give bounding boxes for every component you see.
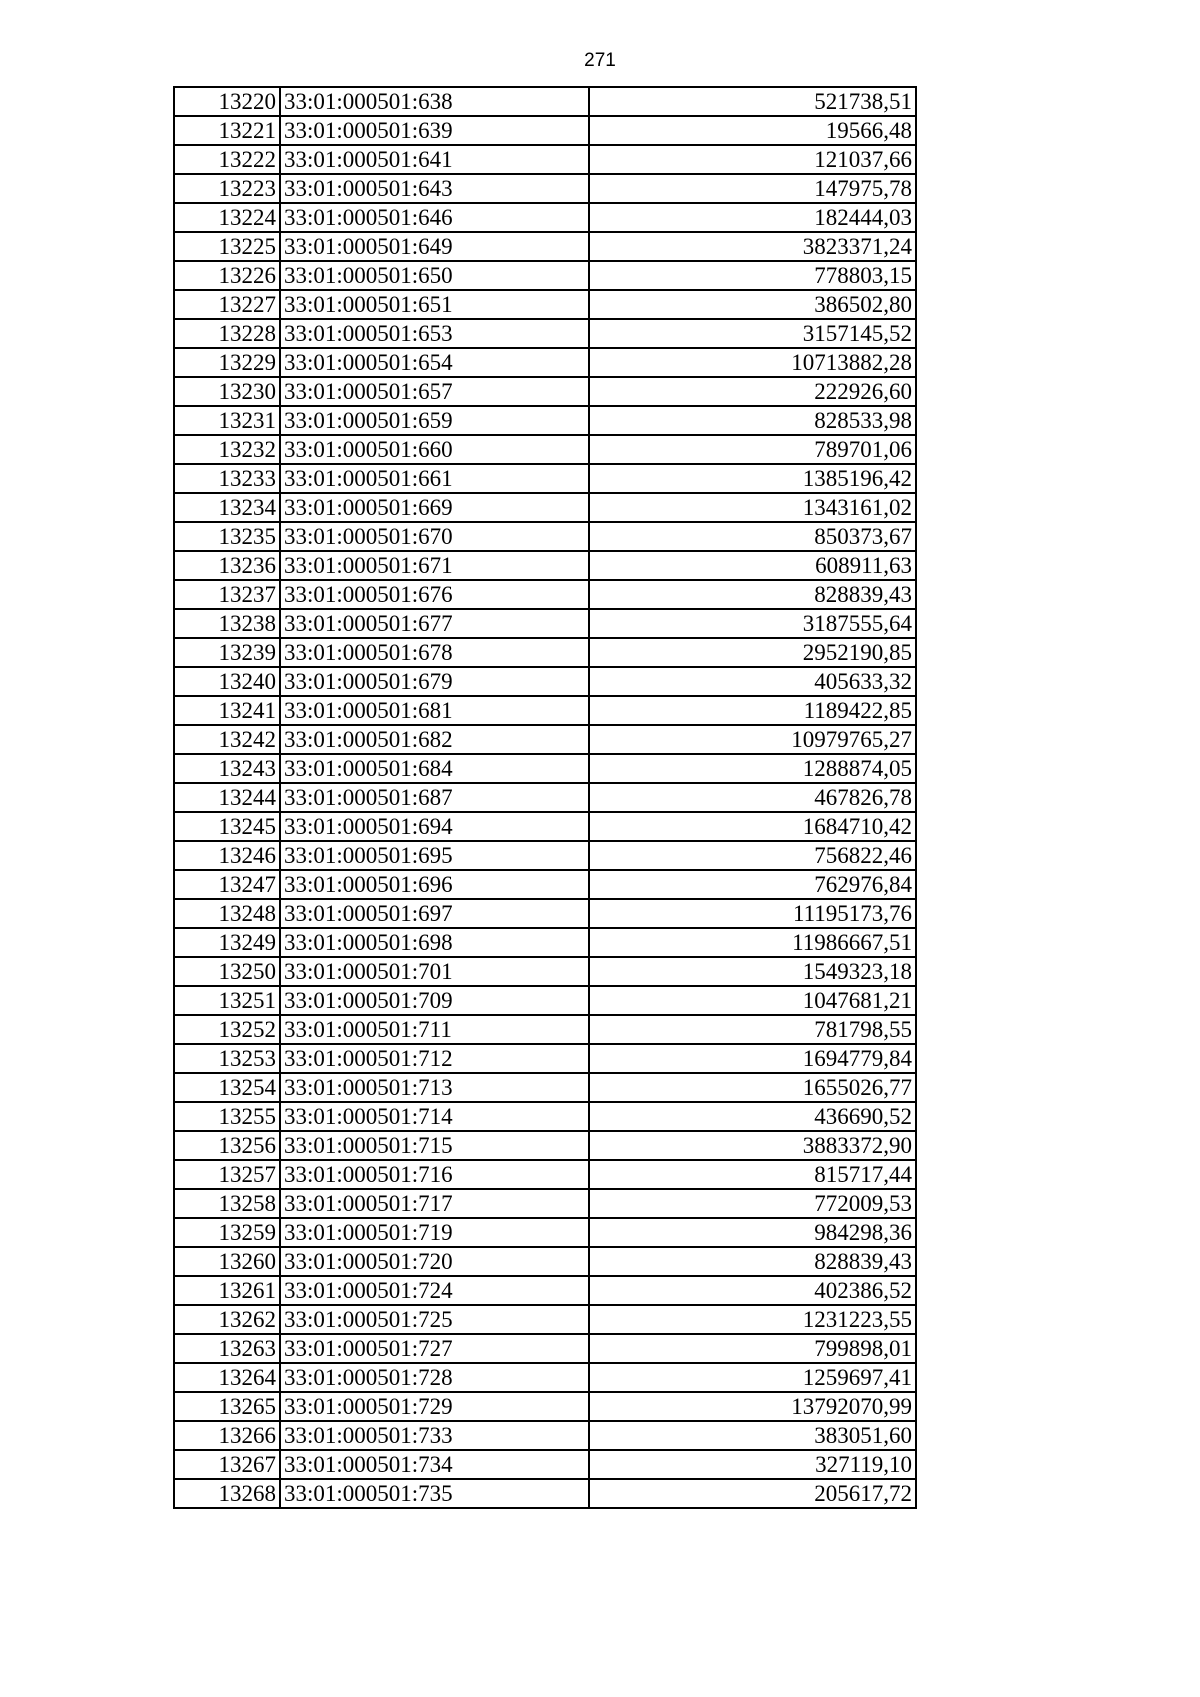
cadastral-value-cell: 383051,60	[589, 1421, 916, 1450]
cadastral-number-cell: 33:01:000501:697	[280, 899, 589, 928]
row-number-cell: 13243	[174, 754, 280, 783]
cadastral-value-cell: 386502,80	[589, 290, 916, 319]
table-row	[174, 551, 916, 580]
row-number-cell: 13241	[174, 696, 280, 725]
table-row	[174, 812, 916, 841]
cadastral-number-cell: 33:01:000501:657	[280, 377, 589, 406]
table-row	[174, 319, 916, 348]
cadastral-value-cell: 405633,32	[589, 667, 916, 696]
row-number-cell: 13253	[174, 1044, 280, 1073]
cadastral-value-cell: 2952190,85	[589, 638, 916, 667]
cadastral-number-cell: 33:01:000501:715	[280, 1131, 589, 1160]
cadastral-number-cell: 33:01:000501:669	[280, 493, 589, 522]
cadastral-value-cell: 1047681,21	[589, 986, 916, 1015]
cadastral-number-cell: 33:01:000501:641	[280, 145, 589, 174]
row-number-cell: 13256	[174, 1131, 280, 1160]
table-row	[174, 1102, 916, 1131]
table-row	[174, 377, 916, 406]
page-number: 271	[584, 50, 616, 71]
row-number-cell: 13265	[174, 1392, 280, 1421]
cadastral-value-cell: 781798,55	[589, 1015, 916, 1044]
cadastral-value-cell: 11195173,76	[589, 899, 916, 928]
cadastral-number-cell: 33:01:000501:661	[280, 464, 589, 493]
cadastral-value-cell: 1694779,84	[589, 1044, 916, 1073]
table-row	[174, 1189, 916, 1218]
cadastral-number-cell: 33:01:000501:696	[280, 870, 589, 899]
row-number-cell: 13239	[174, 638, 280, 667]
table-row	[174, 1276, 916, 1305]
cadastral-value-cell: 850373,67	[589, 522, 916, 551]
cadastral-value-cell: 984298,36	[589, 1218, 916, 1247]
row-number-cell: 13220	[174, 87, 280, 116]
cadastral-number-cell: 33:01:000501:682	[280, 725, 589, 754]
cadastral-number-cell: 33:01:000501:679	[280, 667, 589, 696]
cadastral-number-cell: 33:01:000501:733	[280, 1421, 589, 1450]
cadastral-value-cell: 13792070,99	[589, 1392, 916, 1421]
cadastral-number-cell: 33:01:000501:649	[280, 232, 589, 261]
table-row	[174, 203, 916, 232]
table-row	[174, 261, 916, 290]
table-row	[174, 870, 916, 899]
table-row	[174, 1044, 916, 1073]
cadastral-number-cell: 33:01:000501:638	[280, 87, 589, 116]
table-row	[174, 580, 916, 609]
table-row	[174, 493, 916, 522]
cadastral-number-cell: 33:01:000501:720	[280, 1247, 589, 1276]
cadastral-number-cell: 33:01:000501:653	[280, 319, 589, 348]
cadastral-value-cell: 11986667,51	[589, 928, 916, 957]
cadastral-value-cell: 3823371,24	[589, 232, 916, 261]
cadastral-number-cell: 33:01:000501:670	[280, 522, 589, 551]
table-row	[174, 1392, 916, 1421]
table-row	[174, 1131, 916, 1160]
table-row	[174, 145, 916, 174]
row-number-cell: 13224	[174, 203, 280, 232]
cadastral-number-cell: 33:01:000501:734	[280, 1450, 589, 1479]
row-number-cell: 13252	[174, 1015, 280, 1044]
cadastral-number-cell: 33:01:000501:654	[280, 348, 589, 377]
cadastral-value-cell: 3157145,52	[589, 319, 916, 348]
cadastral-value-cell: 10713882,28	[589, 348, 916, 377]
row-number-cell: 13245	[174, 812, 280, 841]
cadastral-value-cell: 205617,72	[589, 1479, 916, 1508]
cadastral-number-cell: 33:01:000501:724	[280, 1276, 589, 1305]
cadastral-value-cell: 327119,10	[589, 1450, 916, 1479]
cadastral-value-cell: 402386,52	[589, 1276, 916, 1305]
cadastral-number-cell: 33:01:000501:712	[280, 1044, 589, 1073]
table-row	[174, 725, 916, 754]
table-row	[174, 522, 916, 551]
cadastral-value-cell: 815717,44	[589, 1160, 916, 1189]
table-row	[174, 1073, 916, 1102]
row-number-cell: 13246	[174, 841, 280, 870]
table-row	[174, 1160, 916, 1189]
cadastral-number-cell: 33:01:000501:694	[280, 812, 589, 841]
cadastral-value-cell: 467826,78	[589, 783, 916, 812]
cadastral-value-cell: 182444,03	[589, 203, 916, 232]
row-number-cell: 13221	[174, 116, 280, 145]
row-number-cell: 13260	[174, 1247, 280, 1276]
table-row	[174, 1450, 916, 1479]
cadastral-value-cell: 1684710,42	[589, 812, 916, 841]
cadastral-number-cell: 33:01:000501:716	[280, 1160, 589, 1189]
row-number-cell: 13251	[174, 986, 280, 1015]
row-number-cell: 13230	[174, 377, 280, 406]
cadastral-number-cell: 33:01:000501:728	[280, 1363, 589, 1392]
cadastral-value-cell: 19566,48	[589, 116, 916, 145]
cadastral-number-cell: 33:01:000501:711	[280, 1015, 589, 1044]
cadastral-number-cell: 33:01:000501:735	[280, 1479, 589, 1508]
cadastral-value-cell: 10979765,27	[589, 725, 916, 754]
cadastral-value-cell: 828533,98	[589, 406, 916, 435]
table-row	[174, 841, 916, 870]
row-number-cell: 13263	[174, 1334, 280, 1363]
cadastral-value-cell: 789701,06	[589, 435, 916, 464]
table-row	[174, 638, 916, 667]
cadastral-value-cell: 799898,01	[589, 1334, 916, 1363]
cadastral-value-cell: 521738,51	[589, 87, 916, 116]
cadastral-number-cell: 33:01:000501:727	[280, 1334, 589, 1363]
cadastral-number-cell: 33:01:000501:678	[280, 638, 589, 667]
cadastral-number-cell: 33:01:000501:698	[280, 928, 589, 957]
cadastral-number-cell: 33:01:000501:719	[280, 1218, 589, 1247]
row-number-cell: 13242	[174, 725, 280, 754]
row-number-cell: 13222	[174, 145, 280, 174]
row-number-cell: 13261	[174, 1276, 280, 1305]
row-number-cell: 13228	[174, 319, 280, 348]
cadastral-value-cell: 121037,66	[589, 145, 916, 174]
cadastral-value-cell: 762976,84	[589, 870, 916, 899]
row-number-cell: 13223	[174, 174, 280, 203]
table-row	[174, 1015, 916, 1044]
table-row	[174, 957, 916, 986]
row-number-cell: 13257	[174, 1160, 280, 1189]
row-number-cell: 13250	[174, 957, 280, 986]
row-number-cell: 13238	[174, 609, 280, 638]
cadastral-value-cell: 608911,63	[589, 551, 916, 580]
row-number-cell: 13229	[174, 348, 280, 377]
cadastral-value-cell: 436690,52	[589, 1102, 916, 1131]
row-number-cell: 13264	[174, 1363, 280, 1392]
cadastral-value-cell: 1655026,77	[589, 1073, 916, 1102]
row-number-cell: 13248	[174, 899, 280, 928]
table-row	[174, 116, 916, 145]
row-number-cell: 13249	[174, 928, 280, 957]
table-row	[174, 986, 916, 1015]
table-row	[174, 174, 916, 203]
cadastral-number-cell: 33:01:000501:701	[280, 957, 589, 986]
cadastral-value-cell: 778803,15	[589, 261, 916, 290]
cadastral-number-cell: 33:01:000501:639	[280, 116, 589, 145]
cadastral-value-cell: 222926,60	[589, 377, 916, 406]
cadastral-number-cell: 33:01:000501:676	[280, 580, 589, 609]
cadastral-value-cell: 1189422,85	[589, 696, 916, 725]
row-number-cell: 13259	[174, 1218, 280, 1247]
cadastral-value-cell: 1343161,02	[589, 493, 916, 522]
cadastral-value-cell: 756822,46	[589, 841, 916, 870]
row-number-cell: 13240	[174, 667, 280, 696]
row-number-cell: 13226	[174, 261, 280, 290]
table-row	[174, 464, 916, 493]
table-row	[174, 435, 916, 464]
row-number-cell: 13231	[174, 406, 280, 435]
row-number-cell: 13236	[174, 551, 280, 580]
row-number-cell: 13237	[174, 580, 280, 609]
cadastral-value-cell: 1549323,18	[589, 957, 916, 986]
cadastral-number-cell: 33:01:000501:714	[280, 1102, 589, 1131]
cadastral-number-cell: 33:01:000501:713	[280, 1073, 589, 1102]
cadastral-number-cell: 33:01:000501:709	[280, 986, 589, 1015]
cadastral-number-cell: 33:01:000501:725	[280, 1305, 589, 1334]
cadastral-number-cell: 33:01:000501:684	[280, 754, 589, 783]
table-row	[174, 1305, 916, 1334]
cadastral-number-cell: 33:01:000501:717	[280, 1189, 589, 1218]
cadastral-number-cell: 33:01:000501:671	[280, 551, 589, 580]
row-number-cell: 13225	[174, 232, 280, 261]
table-row	[174, 87, 916, 116]
cadastral-number-cell: 33:01:000501:681	[280, 696, 589, 725]
cadastral-number-cell: 33:01:000501:677	[280, 609, 589, 638]
row-number-cell: 13234	[174, 493, 280, 522]
row-number-cell: 13247	[174, 870, 280, 899]
row-number-cell: 13268	[174, 1479, 280, 1508]
cadastral-number-cell: 33:01:000501:687	[280, 783, 589, 812]
table-row	[174, 1363, 916, 1392]
cadastral-number-cell: 33:01:000501:659	[280, 406, 589, 435]
table-row	[174, 406, 916, 435]
table-body	[174, 87, 916, 1508]
table-row	[174, 754, 916, 783]
cadastral-value-cell: 3883372,90	[589, 1131, 916, 1160]
table-row	[174, 667, 916, 696]
table-row	[174, 1218, 916, 1247]
table-row	[174, 232, 916, 261]
table-row	[174, 1247, 916, 1276]
row-number-cell: 13232	[174, 435, 280, 464]
table-row	[174, 609, 916, 638]
cadastral-value-cell: 828839,43	[589, 580, 916, 609]
table-row	[174, 1421, 916, 1450]
row-number-cell: 13258	[174, 1189, 280, 1218]
cadastral-number-cell: 33:01:000501:650	[280, 261, 589, 290]
cadastral-number-cell: 33:01:000501:660	[280, 435, 589, 464]
cadastral-value-cell: 1288874,05	[589, 754, 916, 783]
table-row	[174, 928, 916, 957]
row-number-cell: 13262	[174, 1305, 280, 1334]
cadastral-value-cell: 772009,53	[589, 1189, 916, 1218]
row-number-cell: 13255	[174, 1102, 280, 1131]
row-number-cell: 13266	[174, 1421, 280, 1450]
cadastral-value-cell: 1259697,41	[589, 1363, 916, 1392]
table-row	[174, 696, 916, 725]
cadastral-number-cell: 33:01:000501:729	[280, 1392, 589, 1421]
table-row	[174, 783, 916, 812]
cadastral-value-cell: 1231223,55	[589, 1305, 916, 1334]
cadastral-number-cell: 33:01:000501:651	[280, 290, 589, 319]
table-row	[174, 1334, 916, 1363]
table-row	[174, 899, 916, 928]
cadastral-value-cell: 3187555,64	[589, 609, 916, 638]
row-number-cell: 13233	[174, 464, 280, 493]
cadastral-number-cell: 33:01:000501:646	[280, 203, 589, 232]
row-number-cell: 13267	[174, 1450, 280, 1479]
table-row	[174, 290, 916, 319]
cadastral-value-table	[173, 86, 917, 1509]
cadastral-value-cell: 1385196,42	[589, 464, 916, 493]
row-number-cell: 13254	[174, 1073, 280, 1102]
row-number-cell: 13235	[174, 522, 280, 551]
cadastral-number-cell: 33:01:000501:643	[280, 174, 589, 203]
row-number-cell: 13227	[174, 290, 280, 319]
row-number-cell: 13244	[174, 783, 280, 812]
table-row	[174, 348, 916, 377]
cadastral-value-cell: 828839,43	[589, 1247, 916, 1276]
cadastral-number-cell: 33:01:000501:695	[280, 841, 589, 870]
table-row	[174, 1479, 916, 1508]
cadastral-value-cell: 147975,78	[589, 174, 916, 203]
